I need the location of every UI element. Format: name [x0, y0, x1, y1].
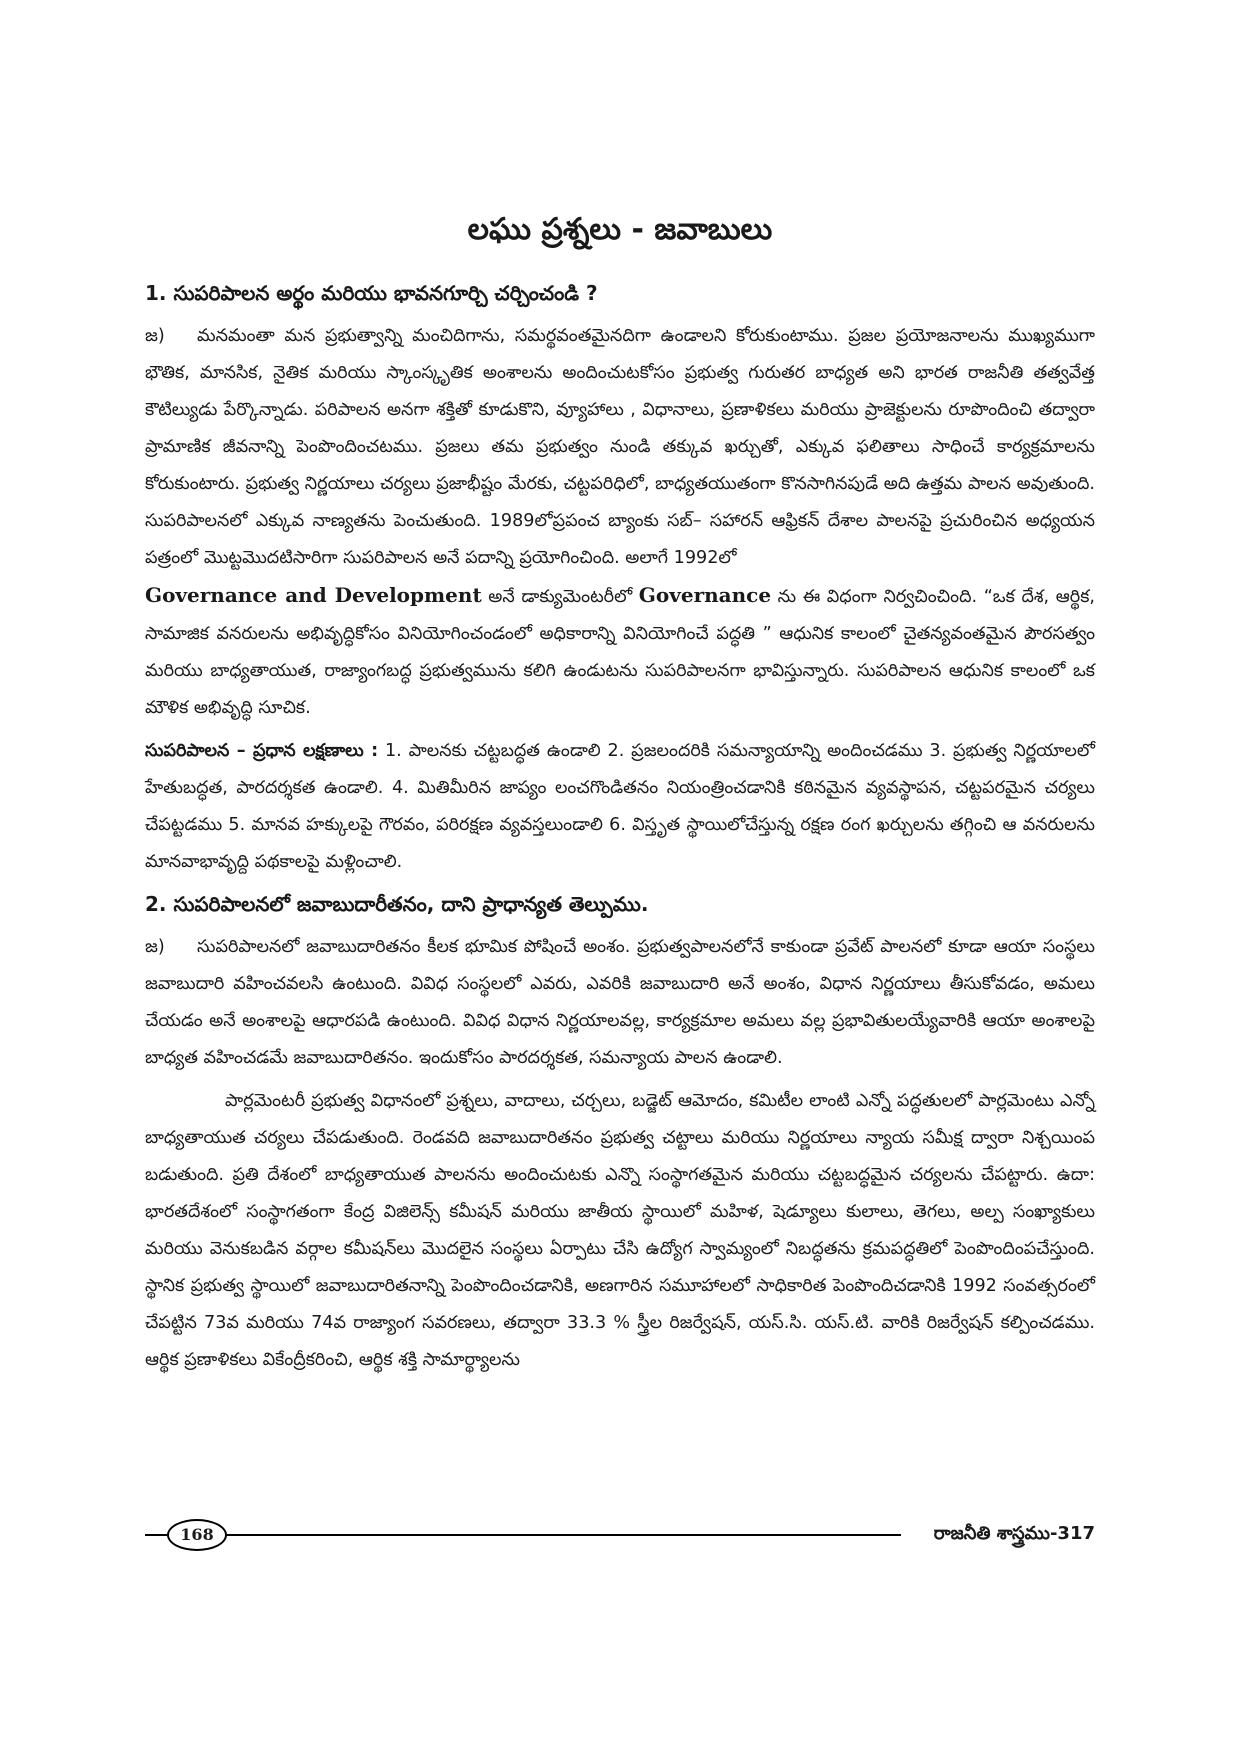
- features-text: 1. పాలనకు చట్టబద్ధత ఉండాలి 2. ప్రజలందరికి సమన్యాయాన్ని అందించడము 3. ప్రభుత్వ నిర్ణయాలలో హేతుబద్ధత, పారదర్శకత ఉండాలి. 4. మితిమీరిన జాప్యం లంచగొండితనం నియంత్రించడానికి కఠినమైన వ్యవస్థాపన, చట్టపరమైన చర్యలు చేపట్టడము 5. మానవ హక్కులపై గౌరవం, పరిరక్షణ వ్యవస్తలుండాలి 6. విస్తృత స్థాయిలోచేస్తున్న రక్షణ రంగ ఖర్చులను తగ్గించి ఆ వనరులను మానవాభావృద్ది పథకాలపై మళ్లించాలి.: [145, 741, 1096, 872]
- footer-rule: [225, 1534, 901, 1536]
- page-content: [145, 210, 1095, 1385]
- answer-2-text-2: పార్లమెంటరీ ప్రభుత్వ విధానంలో ప్రశ్నలు, వాదాలు, చర్చలు, బడ్జెట్ ఆమోదం, కమిటీల లాంటి ఎన్నో పద్ధతులలో పార్లమెంటు ఎన్నో బాధ్యతాయుత చర్యలు చేపడుతుంది. రెండవది జవాబుదారితనం ప్రభుత్వ చట్టాలు మరియు నిర్ణయాలు న్యాయ సమీక్ష ద్వారా నిశ్చయింప బడుతుంది. ప్రతి దేశంలో బాధ్యతాయుత పాలనను అందించుటకు ఎన్నొ సంస్థాగతమైన మరియు చట్టబద్ధమైన చర్యలను చేపట్టారు. ఉదా: భారతదేశంలో సంస్థాగతంగా కేంద్ర విజిలెన్స్ కమీషన్ మరియు జాతీయ స్థాయిలో మహిళ, షెడ్యూలు కులాలు, తెగలు, అల్ప సంఖ్యాకులు మరియు వెనుకబడిన వర్గాల కమీషన్‌లు మొదలైన సంస్థలు ఏర్పాటు చేసి ఉద్యోగ స్వామ్యంలో నిబద్ధతను క్రమపద్ధతిలో పెంపొందింపచేస్తుంది. స్థానిక ప్రభుత్వ స్థాయిలో జవాబుదారితనాన్ని పెంపొందించడానికి, అణగారిన సమూహాలలో సాధికారిత పెంపొందిచడానికి 1992 సంవత్సరంలో చేపట్టిన 73వ మరియు 74వ రాజ్యాంగ సవరణలు, తద్వారా 33.3 % స్త్రీల రిజర్వేషన్, యస్.సి. యస్.టి. వారికి రిజర్వేషన్ కల్పించడము. ఆర్థిక ప్రణాళికలు వికేంద్రీకరించి, ఆర్థిక శక్తి సామార్థ్యాలను: [145, 1091, 1095, 1370]
- answer-1-english-term-2: Governance: [638, 583, 772, 607]
- answer-1-text-a: మనమంతా మన ప్రభుత్వాన్ని మంచిదిగాను, సమర్థవంతమైనదిగా ఉండాలని కోరుకుంటాము. ప్రజల ప్రయోజనాలను ముఖ్యముగా భౌతిక, మానసిక, నైతిక మరియు స్కాంస్కృతిక అంశాలను అందించుటకోసం ప్రభుత్వ గురుతర బాధ్యత అని భారత రాజనీతి తత్వవేత్త కౌటిల్యుడు పేర్కొన్నాడు. పరిపాలన అనగా శక్తితో కూడుకొని, వ్యూహాలు , విధానాలు, ప్రణాళికలు మరియు ప్రాజెక్టులను రూపొందించి తద్వారా ప్రామాణిక జీవనాన్ని పెంపొందించటము. ప్రజలు తమ ప్రభుత్వం నుండి తక్కువ ఖర్చుతో, ఎక్కువ ఫలితాలు సాధించే కార్యక్రమాలను కోరుకుంటారు. ప్రభుత్వ నిర్ణయాలు చర్యలు ప్రజాభీష్టం మేరకు, చట్టపరిధిలో, బాధ్యతయుతంగా కొనసాగినపుడే అది ఉత్తమ పాలన అవుతుంది. సుపరిపాలనలో ఎక్కువ నాణ్యతను పెంచుతుంది. 1989లోప్రపంచ బ్యాంకు సబ్– సహారన్ ఆఫ్రికన్ దేశాల పాలనపై ప్రచురించిన అధ్యయన పత్రంలో మొట్టమొదటిసారిగా సుపరిపాలన అనే పదాన్ని ప్రయోగించింది. అలాగే 1992లో: [145, 326, 1095, 568]
- answer-1-english-term-1: Governance and Development: [145, 583, 482, 607]
- features-paragraph: [145, 733, 1095, 881]
- answer-2-lead: జ): [145, 937, 165, 957]
- answer-1-paragraph: [145, 318, 1095, 727]
- features-heading: సుపరిపాలన – ప్రధాన లక్షణాలు :: [145, 741, 379, 761]
- answer-2-paragraph-2: [145, 1083, 1095, 1379]
- page-title: లఘు ప్రశ్నలు - జవాబులు: [467, 212, 773, 247]
- answer-1-text-b: అనే డాక్యుమెంటరీలో: [488, 587, 633, 607]
- answer-1-text-c: ను ఈ విధంగా నిర్వచించింది. “ఒక దేశ, ఆర్థిక, సామాజిక వనరులను అభివృద్ధికోసం వినియోగించండంలో అధికారాన్ని వినియోగించే పద్ధతి ” ఆధునిక కాలంలో చైతన్యవంతమైన పౌరసత్వం మరియు బాధ్యతాయుత, రాజ్యాంగబద్ధ ప్రభుత్వమును కలిగి ఉండుటను సుపరిపాలనగా భావిస్తున్నారు. సుపరిపాలన ఆధునిక కాలంలో ఒక మౌళిక అభివృద్ధి సూచిక.: [145, 587, 1095, 718]
- answer-2-paragraph-1: [145, 929, 1095, 1077]
- question-1: 1. సుపరిపాలన అర్థం మరియు భావనగూర్చి చర్చించండి ?: [145, 281, 598, 305]
- answer-2-text-1: సుపరిపాలనలో జవాబుదారితనం కీలక భూమిక పోషించే అంశం. ప్రభుత్వపాలనలోనే కాకుండా ప్రవేట్ పాలనలో కూడా ఆయా సంస్థలు జవాబుదారి వహించవలసి ఉంటుంది. వివిధ సంస్థలలో ఎవరు, ఎవరికి జవాబుదారి అనే అంశం, విధాన నిర్ణయాలు తీసుకోవడం, అమలు చేయడం అనే అంశాలపై ఆధారపడి ఉంటుంది. వివిధ విధాన నిర్ణయాలవల్ల, కార్యక్రమాల అమలు వల్ల ప్రభావితులయ్యేవారికి ఆయా అంశాలపై బాధ్యత వహించడమే జవాబుదారితనం. ఇందుకోసం పారదర్శకత, సమన్యాయ పాలన ఉండాలి.: [145, 937, 1095, 1068]
- question-2: 2. సుపరిపాలనలో జవాబుదారీతనం, దాని ప్రాధాన్యత తెల్పుము.: [145, 892, 649, 916]
- book-title: రాజనీతి శాస్త్రము-317: [933, 1523, 1095, 1544]
- answer-1-lead: జ): [145, 326, 165, 346]
- footer-rule-left: [145, 1534, 167, 1536]
- page-footer: [145, 1519, 1095, 1551]
- page-number: 168: [167, 1519, 227, 1551]
